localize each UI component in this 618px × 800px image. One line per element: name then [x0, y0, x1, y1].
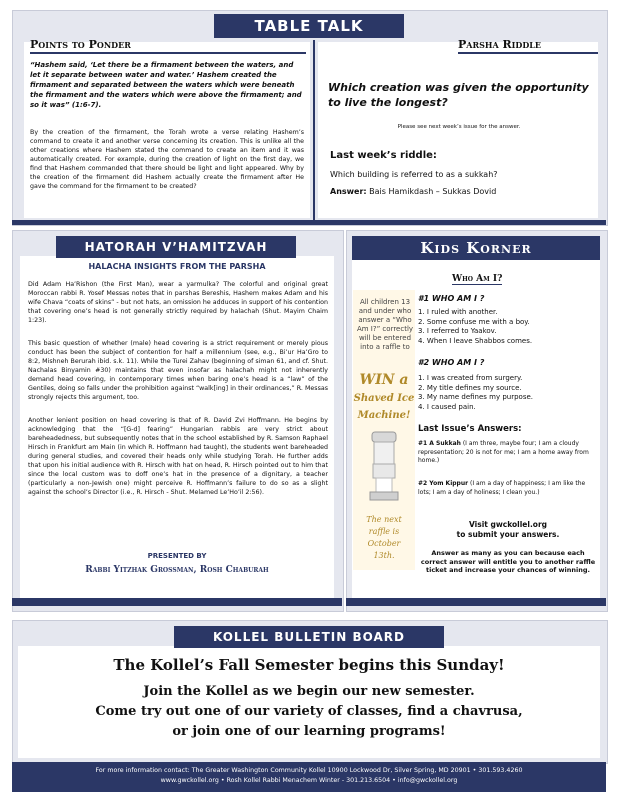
- ponder-quote: “Hashem said, ‘Let there be a firmament between the waters, and let it separate between water and water.’ Hashem created the firmament and separated between the waters which were beneath the firmament and the waters which were above the firmament; and so it was” (1:6-7).: [30, 61, 302, 109]
- kids-bottom-bar: [346, 598, 606, 606]
- raffle-prize-1: Shaved Ice: [353, 393, 415, 404]
- ponder-body: By the creation of the firmament, the Torah wrote a verse relating Hashem’s command to create it and another verse concerning its creation. This is unlike all the other creations where Hashem stated the command to create an item and it was automatically created. For example, during the creation of light on the first day, we find that Hashem commanded that there should be light and light appeared. Why by the creation of the firmament did Hashem actually create the firmament after He gave the command for the firmament to be created?: [30, 129, 304, 190]
- ponder-heading: Points to Ponder: [30, 38, 306, 54]
- bulletin-line-2: Come try out one of our variety of classes, find a chavrusa,: [95, 704, 523, 719]
- riddle-note: Please see next week’s issue for the answer.: [397, 124, 521, 130]
- hatorah-p1: Did Adam Ha’Rishon (the First Man), wear a yarmulka? The colorful and original great Moroccan rabbi R. Yosef Messas notes that in parshas Bereshis, Hashem makes Adam and his wife Chava “coats of skins” - but not hats, an omission he adduces in support of his contention that covering one’s head is not generally strictly required by halachah (Shut. Mayim Chaim 1:23).: [28, 281, 328, 324]
- kids-title: Kids Korner: [352, 236, 600, 260]
- visit-line-2: to submit your answers.: [456, 530, 560, 539]
- q2-item: 3. My name defines my purpose.: [418, 393, 534, 401]
- kids-cta: Answer as many as you can because each correct answer will entitle you to another raffle ticket and increase your chances of winning.: [420, 549, 596, 574]
- who-am-i-heading: Who Am I?: [452, 274, 503, 284]
- last-riddle-answer: [330, 187, 496, 196]
- answer-2: [418, 480, 598, 497]
- hatorah-p2: This basic question of whether (male) head covering is a strict requirement or merely pious conduct has been the subject of contention for half a millennium (see, e.g., Bi’ur Ha’Gro to 8:2, Mishneh Berurah ibid. s.k. 11). While the Turei Zahav (beginning of siman 61, and cf. Shut. Nachalas Binyamin #30) maintains that even insofar as halachah might not inherently demand head covering, in contemporary times when baring one’s head is a “law” of the Gentiles, doing so falls under the prohibition against “walk[ing] in their ordinances,” R. Messas strongly rejects this argument, too.: [28, 340, 328, 401]
- footer-line-2[interactable]: www.gwckollel.org • Rosh Kollel Rabbi Menachem Winter - 301.213.6504 • info@gwckollel.org: [160, 777, 458, 784]
- hatorah-title: HATORAH V’HAMITZVAH: [56, 236, 296, 258]
- riddle-heading: Parsha Riddle: [458, 38, 598, 54]
- shaved-ice-machine-icon: [364, 430, 404, 502]
- bulletin-title: KOLLEL BULLETIN BOARD: [174, 626, 444, 648]
- q2-item: 4. I caused pain.: [418, 402, 476, 411]
- answer-1-label: #1 A Sukkah: [418, 440, 461, 447]
- hatorah-p3: Another lenient position on head covering is that of R. David Zvi Hoffmann. He begins by acknowledging that the “[G-d] fearing” Hungarian rabbis are very strict about bareheadedness, but subsequently notes that in the school established by R. Samson Raphael Hirsch in Frankfurt am Main (in which R. Hoffmann had taught), the students went bareheaded during general studies, and covered their heads only while studying Torah. He further adds that upon his initial audience with R. Hirsch with hat on head, R. Hirsch pointed out to him that since the local custom was to doff one’s hat in the presence of a dignitary, a teacher (particularly a non-Jewish one) might perceive R. Hoffmann’s failure to do so as a slight against the school’s Director (i.e., R. Hirsch - Shut. Melamed Le’Ho’il 2:56).: [28, 417, 328, 496]
- q1-title: #1 WHO AM I ?: [418, 294, 485, 303]
- q1-list: [418, 308, 596, 346]
- last-issue-heading: Last Issue’s Answers:: [418, 424, 522, 434]
- raffle-date: The next raffle is October 13th.: [366, 515, 402, 560]
- answer-2-label: #2 Yom Kippur: [418, 480, 469, 487]
- riddle-question: Which creation was given the opportunity to live the longest?: [328, 81, 589, 109]
- visit-line-1[interactable]: Visit gwckollel.org: [468, 520, 548, 529]
- table-talk-bottom-bar: [12, 220, 606, 225]
- q2-title: #2 WHO AM I ?: [418, 358, 485, 367]
- bulletin-line-1: Join the Kollel as we begin our new semester.: [143, 684, 475, 699]
- raffle-prize-2: Machine!: [357, 410, 411, 421]
- q2-item: 2. My title defines my source.: [418, 383, 522, 392]
- q2-list: [418, 374, 596, 412]
- hatorah-subtitle: HALACHA INSIGHTS FROM THE PARSHA: [88, 262, 266, 271]
- answer-1: [418, 440, 598, 466]
- q1-item: 1. I ruled with another.: [418, 308, 498, 316]
- presented-by: PRESENTED BY: [147, 552, 207, 560]
- answer-2-text: (I am a day of happiness; I am like the lots; I am a day of holiness; I clean you.): [418, 480, 586, 496]
- answer-label: Answer:: [330, 187, 367, 196]
- presenter-name: Rabbi Yitzhak Grossman, Rosh Chaburah: [85, 565, 269, 575]
- q2-item: 1. I was created from surgery.: [418, 374, 523, 382]
- answer-1-text: (I am three, maybe four; I am a cloudy representation; 20 is not for me; I am a home away from home.): [418, 440, 589, 464]
- footer: [12, 762, 606, 792]
- last-riddle-question: Which building is referred to as a sukkah?: [330, 170, 498, 179]
- q1-item: 4. When I leave Shabbos comes.: [418, 336, 533, 345]
- table-talk-title: TABLE TALK: [214, 14, 404, 38]
- hatorah-bottom-bar: [12, 598, 342, 606]
- last-riddle-heading: Last week’s riddle:: [330, 150, 437, 161]
- q1-item: 3. I referred to Yaakov.: [418, 327, 497, 335]
- footer-line-1: For more information contact: The Greater Washington Community Kollel 10900 Lockwood Dr, Silver Spring, MD 20901 • 301.593.4260: [95, 767, 523, 774]
- divider: [313, 40, 315, 220]
- bulletin-line-3: or join one of our learning programs!: [172, 724, 446, 739]
- q1-item: 2. Some confuse me with a boy.: [418, 317, 530, 326]
- raffle-intro: All children 13 and under who answer a “Who Am I?” correctly will be entered into a raffle to: [356, 298, 414, 351]
- bulletin-headline: The Kollel’s Fall Semester begins this Sunday!: [113, 656, 505, 674]
- raffle-win: WIN a: [359, 372, 409, 388]
- answer-text: Bais Hamikdash – Sukkas Dovid: [369, 187, 497, 196]
